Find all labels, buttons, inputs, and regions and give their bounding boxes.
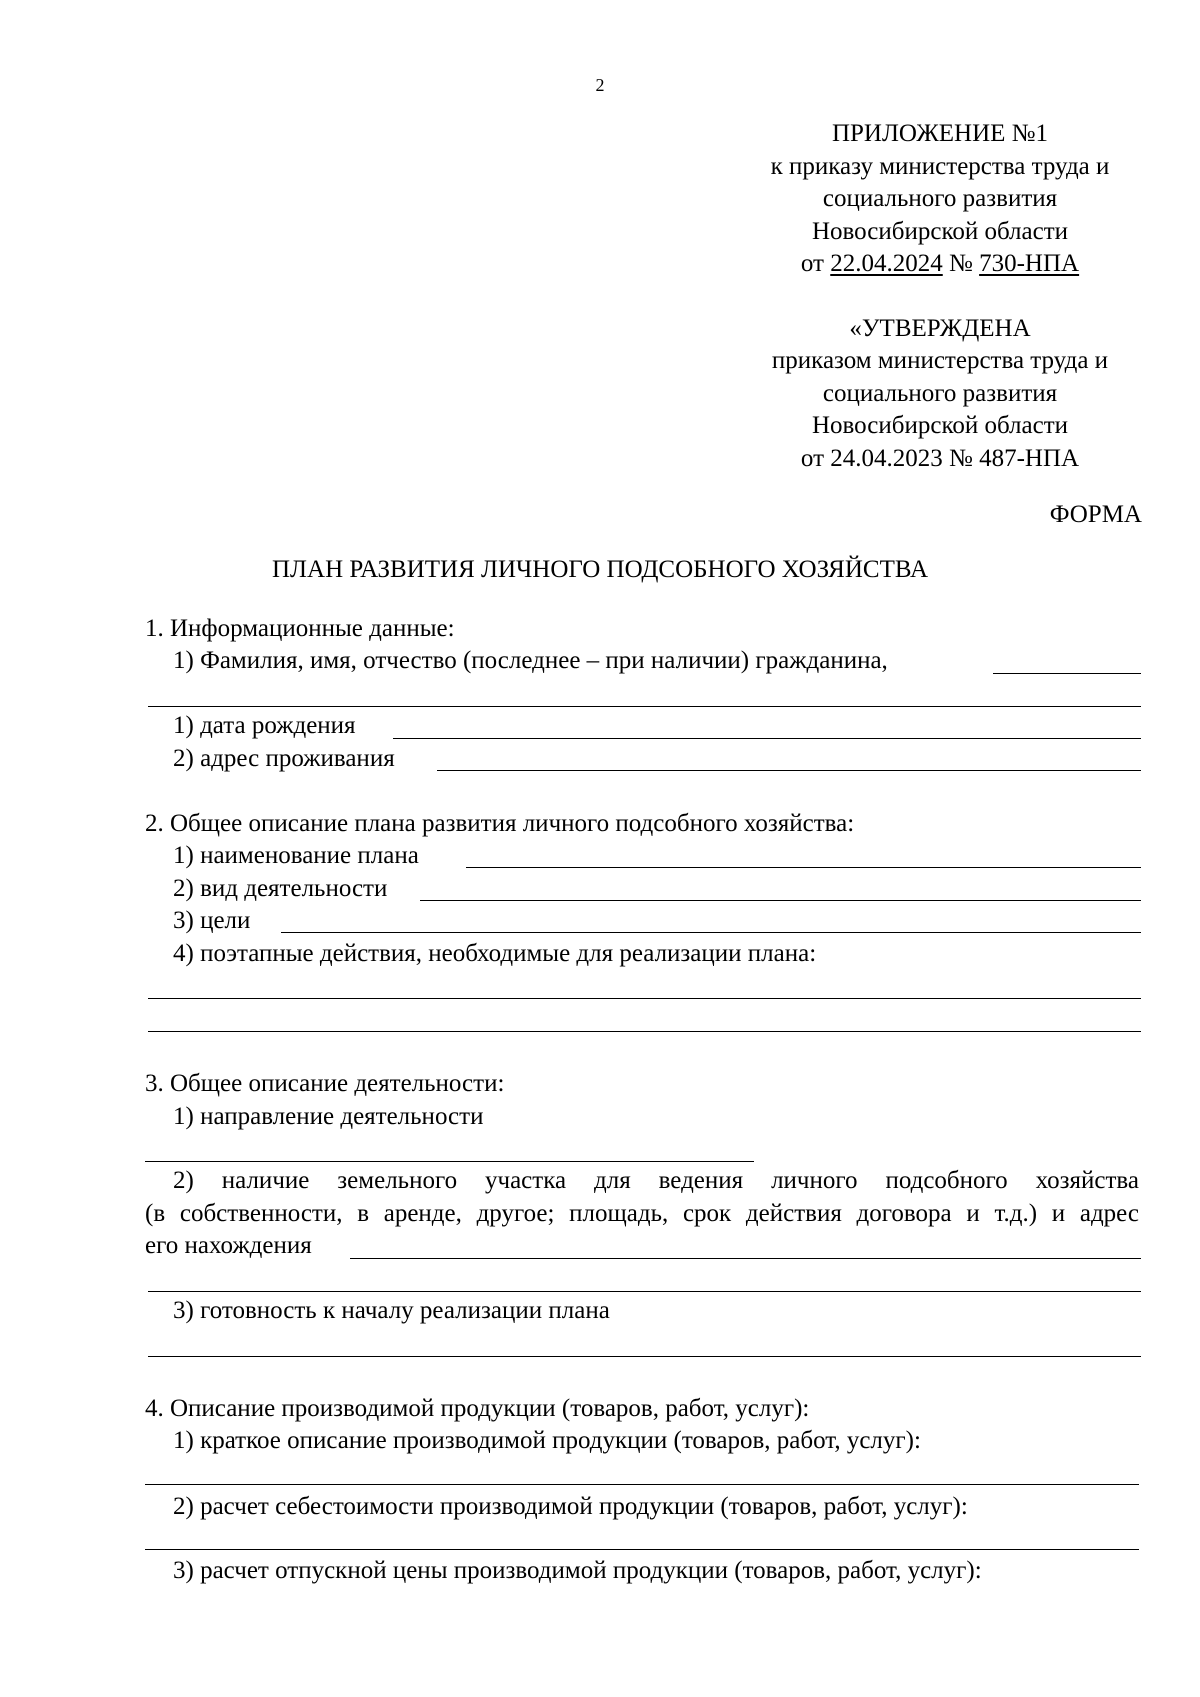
form-label: ФОРМА — [1049, 501, 1142, 528]
land-plot-line-3: его нахождения — [145, 1232, 312, 1259]
goals-label: 3) цели — [173, 907, 251, 934]
approved-line-4: Новосибирской области — [811, 412, 1069, 439]
approved-title: «УТВЕРЖДЕНА — [849, 315, 1031, 342]
direction-field[interactable] — [145, 1161, 754, 1162]
fio-field[interactable] — [993, 673, 1141, 674]
approved-line-2: приказом министерства труда и — [771, 347, 1109, 374]
land-plot-field[interactable] — [350, 1258, 1141, 1259]
fio-label: 1) Фамилия, имя, отчество (последнее – при наличии) гражданина, — [173, 647, 888, 674]
activity-type-field[interactable] — [420, 900, 1141, 901]
appendix-title: ПРИЛОЖЕНИЕ №1 — [831, 120, 1049, 147]
steps-label: 4) поэтапные действия, необходимые для реализации плана: — [173, 940, 817, 967]
document-title: ПЛАН РАЗВИТИЯ ЛИЧНОГО ПОДСОБНОГО ХОЗЯЙСТВА — [272, 556, 928, 583]
section-1-heading: 1. Информационные данные: — [145, 615, 455, 642]
steps-field-2[interactable] — [148, 1031, 1141, 1032]
address-field[interactable] — [437, 770, 1141, 771]
fio-field-continued[interactable] — [148, 706, 1141, 707]
appendix-line-4: Новосибирской области — [811, 218, 1069, 245]
readiness-label: 3) готовность к началу реализации плана — [173, 1297, 610, 1324]
price-calculation-label: 3) расчет отпускной цены производимой продукции (товаров, работ, услуг): — [173, 1557, 982, 1584]
approved-line-3: социального развития — [822, 380, 1058, 407]
product-brief-label: 1) краткое описание производимой продукции (товаров, работ, услуг): — [173, 1427, 921, 1454]
appendix-line-3: социального развития — [822, 185, 1058, 212]
goals-field[interactable] — [281, 932, 1141, 933]
land-plot-field-continued[interactable] — [148, 1291, 1141, 1292]
direction-label: 1) направление деятельности — [173, 1103, 484, 1130]
appendix-date-line — [740, 251, 1140, 276]
land-plot-line-1: 2) наличие земельного участка для ведения личного подсобного хозяйства — [173, 1167, 1139, 1194]
cost-calculation-field[interactable] — [145, 1549, 1139, 1550]
approved-line-5: от 24.04.2023 № 487-НПА — [800, 445, 1080, 472]
section-4-heading: 4. Описание производимой продукции (товаров, работ, услуг): — [145, 1395, 810, 1422]
section-3-heading: 3. Общее описание деятельности: — [145, 1070, 505, 1097]
steps-field-1[interactable] — [148, 998, 1141, 999]
appendix-number-prefix: № — [942, 250, 980, 277]
plan-name-field[interactable] — [466, 867, 1141, 868]
address-label: 2) адрес проживания — [173, 745, 395, 772]
cost-calculation-label: 2) расчет себестоимости производимой продукции (товаров, работ, услуг): — [173, 1493, 968, 1520]
appendix-line-2: к приказу министерства труда и — [770, 153, 1110, 180]
product-brief-field[interactable] — [145, 1484, 1139, 1485]
appendix-date: 22.04.2024 — [830, 250, 943, 277]
activity-type-label: 2) вид деятельности — [173, 875, 388, 902]
readiness-field[interactable] — [148, 1356, 1141, 1357]
appendix-date-prefix: от — [800, 250, 831, 277]
page-number: 2 — [595, 75, 605, 95]
section-2-heading: 2. Общее описание плана развития личного подсобного хозяйства: — [145, 810, 855, 837]
plan-name-label: 1) наименование плана — [173, 842, 419, 869]
appendix-number: 730-НПА — [979, 250, 1080, 277]
birth-date-label: 1) дата рождения — [173, 712, 356, 739]
birth-date-field[interactable] — [393, 738, 1141, 739]
land-plot-line-2: (в собственности, в аренде, другое; площадь, срок действия договора и т.д.) и адрес — [145, 1200, 1139, 1227]
